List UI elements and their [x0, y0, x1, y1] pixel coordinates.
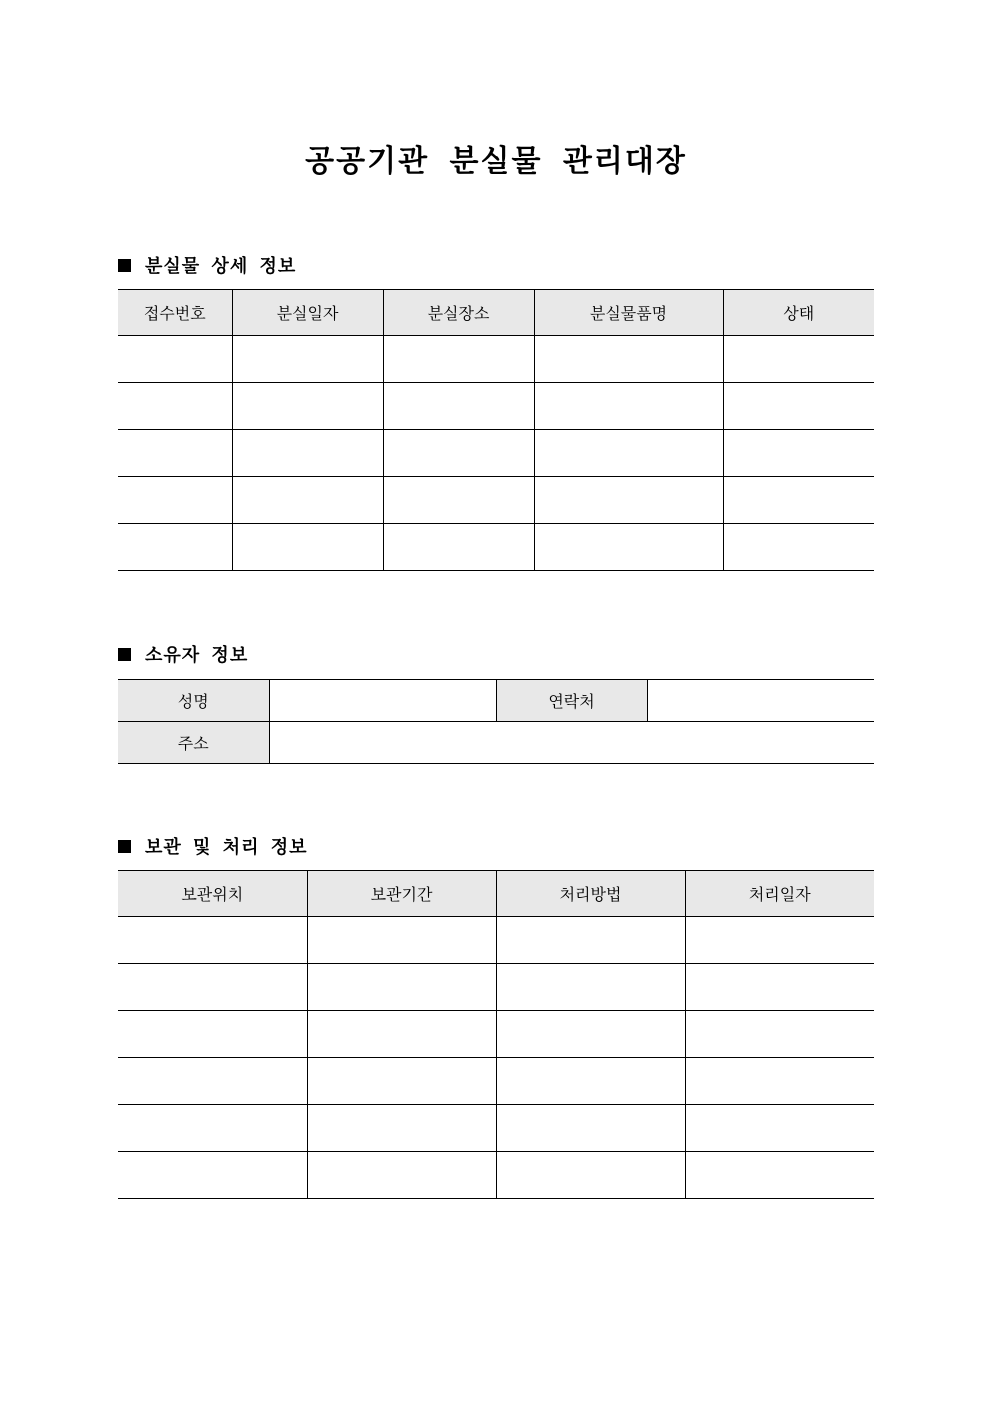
column-header-receipt-number: 접수번호 — [118, 290, 232, 336]
table-cell[interactable] — [496, 964, 685, 1011]
table-cell[interactable] — [118, 430, 232, 477]
table-cell[interactable] — [118, 1011, 307, 1058]
table-cell[interactable] — [383, 524, 534, 571]
table-cell[interactable] — [723, 383, 874, 430]
storage-processing-table — [118, 870, 874, 1199]
table-cell[interactable] — [534, 336, 723, 383]
table-cell[interactable] — [118, 336, 232, 383]
table-cell[interactable] — [723, 477, 874, 524]
table-cell[interactable] — [307, 1058, 496, 1105]
table-cell[interactable] — [685, 1152, 874, 1199]
table-row — [118, 524, 874, 571]
table-cell[interactable] — [307, 1011, 496, 1058]
section-heading-storage-label: 보관 및 처리 정보 — [145, 837, 308, 858]
table-cell[interactable] — [723, 336, 874, 383]
table-cell[interactable] — [723, 524, 874, 571]
table-cell[interactable] — [232, 524, 383, 571]
table-cell[interactable] — [118, 477, 232, 524]
section-heading-owner-label: 소유자 정보 — [145, 645, 249, 666]
table-cell[interactable] — [723, 430, 874, 477]
table-cell[interactable] — [118, 1105, 307, 1152]
table-cell[interactable] — [685, 1105, 874, 1152]
column-header-lost-date: 분실일자 — [232, 290, 383, 336]
owner-contact-label: 연락처 — [496, 680, 647, 722]
table-cell[interactable] — [118, 964, 307, 1011]
table-cell[interactable] — [383, 430, 534, 477]
section-heading-detail-label: 분실물 상세 정보 — [145, 256, 297, 277]
table-cell[interactable] — [307, 917, 496, 964]
table-cell[interactable] — [496, 1058, 685, 1105]
section-heading-owner — [118, 641, 248, 667]
table-cell[interactable] — [685, 917, 874, 964]
table-row — [118, 430, 874, 477]
table-cell[interactable] — [534, 383, 723, 430]
owner-address-field[interactable] — [269, 722, 874, 764]
table-row — [118, 1058, 874, 1105]
section-heading-detail — [118, 252, 296, 278]
column-header-item-name: 분실물품명 — [534, 290, 723, 336]
table-row — [118, 1105, 874, 1152]
square-bullet-icon — [118, 840, 131, 853]
table-cell[interactable] — [383, 383, 534, 430]
page-title: 공공기관 분실물 관리대장 — [305, 144, 687, 179]
table-cell[interactable] — [232, 430, 383, 477]
table-cell[interactable] — [232, 336, 383, 383]
table-row — [118, 383, 874, 430]
column-header-lost-place: 분실장소 — [383, 290, 534, 336]
table-cell[interactable] — [118, 1058, 307, 1105]
table-cell[interactable] — [496, 917, 685, 964]
table-cell[interactable] — [534, 524, 723, 571]
column-header-processing-date: 처리일자 — [685, 871, 874, 917]
lost-item-detail-table — [118, 289, 874, 571]
table-cell[interactable] — [383, 477, 534, 524]
table-cell[interactable] — [118, 524, 232, 571]
owner-name-label: 성명 — [118, 680, 269, 722]
table-cell[interactable] — [496, 1152, 685, 1199]
table-cell[interactable] — [118, 917, 307, 964]
table-cell[interactable] — [496, 1105, 685, 1152]
table-cell[interactable] — [232, 383, 383, 430]
table-cell[interactable] — [534, 477, 723, 524]
table-cell[interactable] — [383, 336, 534, 383]
table-header-row — [118, 871, 874, 917]
table-row — [118, 336, 874, 383]
owner-row-address — [118, 722, 874, 764]
table-cell[interactable] — [118, 383, 232, 430]
column-header-storage-location: 보관위치 — [118, 871, 307, 917]
table-header-row — [118, 290, 874, 336]
table-cell[interactable] — [534, 430, 723, 477]
table-cell[interactable] — [118, 1152, 307, 1199]
table-cell[interactable] — [685, 964, 874, 1011]
table-row — [118, 1011, 874, 1058]
column-header-storage-period: 보관기간 — [307, 871, 496, 917]
table-cell[interactable] — [496, 1011, 685, 1058]
table-row — [118, 1152, 874, 1199]
table-cell[interactable] — [307, 1105, 496, 1152]
table-cell[interactable] — [685, 1011, 874, 1058]
square-bullet-icon — [118, 259, 131, 272]
owner-name-field[interactable] — [269, 680, 496, 722]
square-bullet-icon — [118, 648, 131, 661]
table-row — [118, 964, 874, 1011]
owner-contact-field[interactable] — [647, 680, 874, 722]
column-header-processing-method: 처리방법 — [496, 871, 685, 917]
table-row — [118, 917, 874, 964]
table-cell[interactable] — [307, 964, 496, 1011]
owner-info-table — [118, 679, 874, 764]
owner-row-name-contact — [118, 680, 874, 722]
owner-address-label: 주소 — [118, 722, 269, 764]
table-cell[interactable] — [685, 1058, 874, 1105]
table-cell[interactable] — [307, 1152, 496, 1199]
table-cell[interactable] — [232, 477, 383, 524]
table-row — [118, 477, 874, 524]
column-header-status: 상태 — [723, 290, 874, 336]
section-heading-storage — [118, 833, 308, 859]
